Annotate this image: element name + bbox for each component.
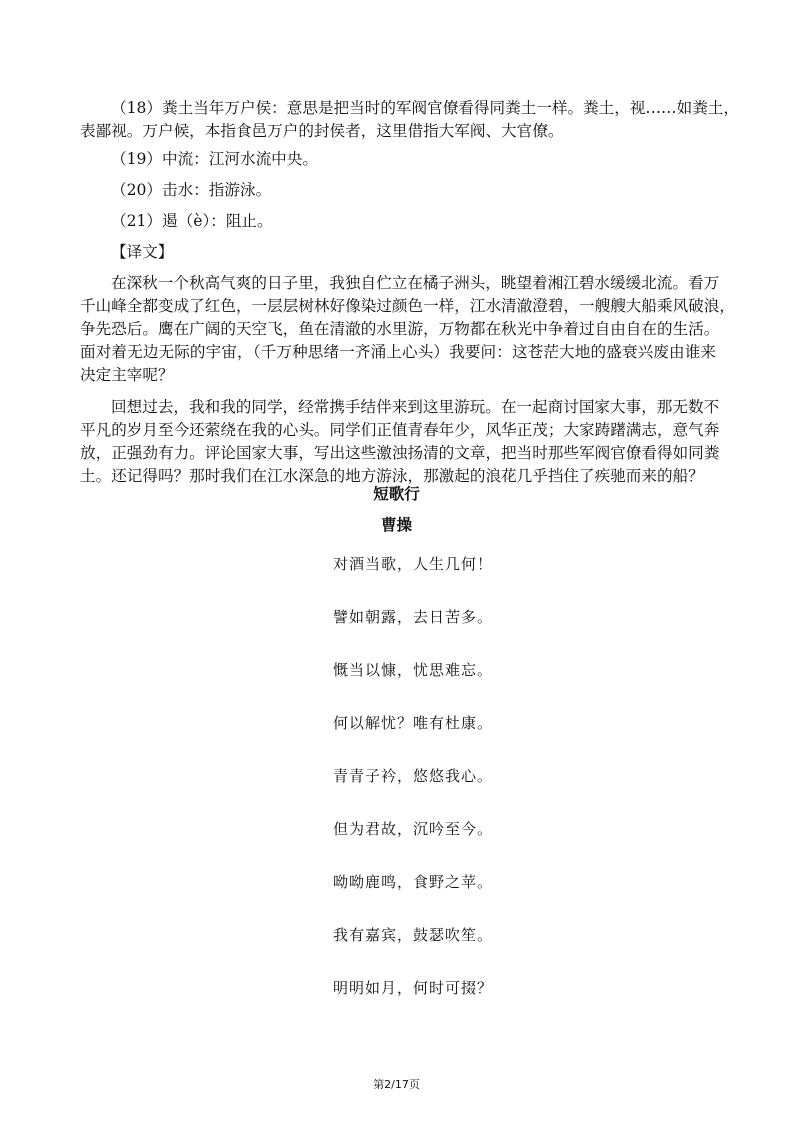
para2-line: 放，正强劲有力。评论国家大事，写出这些激浊扬清的文章，把当时那些军阀官僚看得如同粪 — [80, 444, 720, 462]
note-18-line-1: （18）粪土当年万户侯：意思是把当时的军阀官僚看得同粪土一样。粪土，视……如粪土， — [111, 99, 739, 117]
para1-line: 争先恐后。鹰在广阔的天空飞，鱼在清澈的水里游，万物都在秋光中争着过自由自在的生活。 — [80, 320, 720, 338]
note-18-line-2: 表鄙视。万户候，本指食邑万户的封侯者，这里借指大军阀、大官僚。 — [80, 122, 564, 140]
note-21: （21）遏（è）：阻止。 — [111, 212, 273, 230]
para1-line: 千山峰全都变成了红色，一层层树林好像染过颜色一样，江水清澈澄碧，一艘艘大船乘风破浪， — [80, 297, 735, 315]
poem-line: 呦呦鹿鸣，食野之苹。 — [333, 873, 494, 891]
poem-line: 慨当以慷，忧思难忘。 — [333, 661, 494, 679]
poem-line: 我有嘉宾，鼓瑟吹笙。 — [333, 926, 494, 944]
poem-line: 譬如朝露，去日苦多。 — [333, 608, 494, 626]
poem-line: 对酒当歌，人生几何！ — [333, 555, 494, 573]
poem-title: 短歌行 — [373, 485, 420, 503]
note-19: （19）中流：江河水流中央。 — [111, 150, 318, 168]
poem-line: 明明如月，何时可掇？ — [333, 979, 494, 997]
para1-line: 在深秋一个秋高气爽的日子里，我独自伫立在橘子洲头，眺望着湘江碧水缓缓北流。看万 — [111, 274, 720, 292]
para2-line: 土。还记得吗？那时我们在江水深急的地方游泳，那激起的浪花几乎挡住了疾驰而来的船？ — [80, 467, 704, 485]
para2-line: 平凡的岁月至今还萦绕在我的心头。同学们正值青春年少，风华正茂；大家踌躇满志，意气奔 — [80, 421, 720, 439]
note-20: （20）击水：指游泳。 — [111, 181, 272, 199]
translation-heading: 【译文】 — [111, 243, 174, 261]
poem-line: 青青子衿，悠悠我心。 — [333, 767, 494, 785]
para1-line: 面对着无边无际的宇宙，（千万种思绪一齐涌上心头）我要问：这苍茫大地的盛衰兴废由谁来 — [80, 343, 716, 361]
para1-line: 决定主宰呢？ — [80, 366, 174, 384]
poem-author: 曹操 — [380, 516, 412, 534]
poem-line: 何以解忧？唯有杜康。 — [333, 714, 494, 732]
page-number: 第2/17页 — [373, 1078, 420, 1091]
poem-line: 但为君故，沉吟至今。 — [333, 820, 494, 838]
para2-line: 回想过去，我和我的同学，经常携手结伴来到这里游玩。在一起商讨国家大事，那无数不 — [111, 398, 720, 416]
